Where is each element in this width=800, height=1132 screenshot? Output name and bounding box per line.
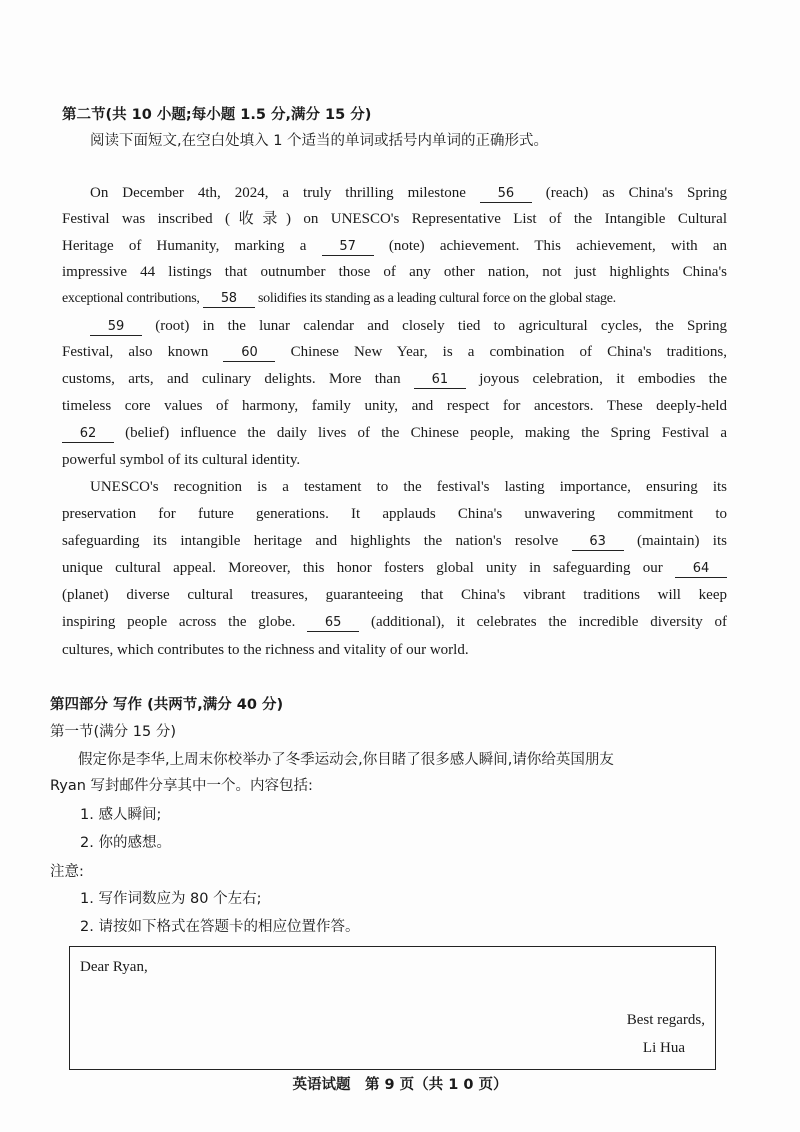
passage-text: (root) in the lunar calendar and closely tied to agricultural cycles, the Spring (142, 318, 727, 334)
blank-64[interactable]: 64 (675, 561, 727, 578)
passage-line (62, 262, 727, 282)
passage-line (90, 477, 727, 497)
passage-text: On December 4th, 2024, a truly thrilling milestone (90, 185, 480, 201)
blank-59[interactable]: 59 (90, 319, 142, 336)
passage-text: solidifies its standing as a leading cultural force on the global stage. (254, 291, 616, 306)
blank-62[interactable]: 62 (62, 426, 114, 443)
passage-line (62, 342, 727, 362)
blank-56[interactable]: 56 (480, 186, 532, 203)
notes-label: 注意: (50, 864, 84, 880)
passage-line (62, 289, 727, 309)
passage-line (62, 504, 727, 524)
blank-58[interactable]: 58 (203, 291, 255, 308)
passage-line (62, 396, 727, 416)
passage-text: inspiring people across the globe. (62, 614, 308, 630)
passage-line (62, 369, 727, 389)
letter-closing: Best regards, (626, 1012, 705, 1028)
note-item: 2. 请按如下格式在答题卡的相应位置作答。 (80, 919, 360, 935)
content-item: 1. 感人瞬间; (80, 807, 162, 823)
part4-section1-heading: 第一节(满分 15 分) (50, 724, 176, 740)
passage-text: exceptional contributions, (62, 291, 203, 306)
writing-prompt-line1: 假定你是李华,上周末你校举办了冬季运动会,你目睹了很多感人瞬间,请你给英国朋友 (78, 752, 614, 768)
passage-text: UNESCO's recognition is a testament to the festival's lasting importance, ensuring its (90, 479, 727, 495)
passage-text: Festival was inscribed (收录) on UNESCO's Representative List of the Intangible Cultural (62, 211, 727, 227)
passage-line (62, 423, 727, 443)
passage-line (62, 209, 727, 229)
section2-instruction: 阅读下面短文,在空白处填入 1 个适当的单词或括号内单词的正确形式。 (90, 133, 549, 149)
letter-signature: Li Hua (642, 1040, 685, 1056)
blank-63[interactable]: 63 (572, 534, 624, 551)
writing-prompt-line2: Ryan 写封邮件分享其中一个。内容包括: (50, 778, 313, 794)
section2-heading: 第二节(共 10 小题;每小题 1.5 分,满分 15 分) (62, 107, 372, 123)
passage-text: (planet) diverse cultural treasures, guaranteeing that China's vibrant traditions will keep (62, 587, 727, 603)
passage-text: (note) achievement. This achievement, with an (373, 238, 727, 254)
passage-text: joyous celebration, it embodies the (465, 371, 727, 387)
passage-line (62, 558, 727, 578)
passage-line (90, 183, 727, 203)
blank-57[interactable]: 57 (322, 239, 374, 256)
passage-text: (reach) as China's Spring (531, 185, 727, 201)
content-item: 2. 你的感想。 (80, 835, 171, 851)
letter-greeting: Dear Ryan, (80, 959, 148, 975)
passage-text: unique cultural appeal. Moreover, this honor fosters global unity in safeguarding our (62, 560, 675, 576)
page-footer: 英语试题 第 9 页（共 1 0 页） (292, 1077, 508, 1093)
passage-text: Festival, also known (62, 344, 224, 360)
passage-text: preservation for future generations. It applauds China's unwavering commitment to (62, 506, 727, 522)
letter-format-box (69, 946, 716, 1070)
passage-text: cultures, which contributes to the richness and vitality of our world. (62, 642, 469, 658)
passage-text: powerful symbol of its cultural identity. (62, 452, 301, 468)
passage-text: (belief) influence the daily lives of the Chinese people, making the Spring Festival a (114, 425, 727, 441)
passage-line (62, 612, 727, 632)
passage-text: safeguarding its intangible heritage and highlights the nation's resolve (62, 533, 572, 549)
passage-line (62, 640, 727, 660)
note-item: 1. 写作词数应为 80 个左右; (80, 891, 262, 907)
passage-text: Chinese New Year, is a combination of China's traditions, (275, 344, 727, 360)
passage-text: customs, arts, and culinary delights. More than (62, 371, 414, 387)
passage-line (62, 531, 727, 551)
passage-text: timeless core values of harmony, family unity, and respect for ancestors. These deeply-held (62, 398, 727, 414)
passage-text: (maintain) its (623, 533, 727, 549)
passage-text: (additional), it celebrates the incredible diversity of (359, 614, 727, 630)
passage-text: Heritage of Humanity, marking a (62, 238, 322, 254)
passage-line (62, 585, 727, 605)
passage-line (62, 450, 727, 470)
blank-60[interactable]: 60 (223, 345, 275, 362)
passage-line (62, 236, 727, 256)
passage-line (90, 316, 727, 336)
blank-61[interactable]: 61 (414, 372, 466, 389)
part4-heading: 第四部分 写作 (共两节,满分 40 分) (50, 697, 284, 713)
blank-65[interactable]: 65 (307, 615, 359, 632)
passage-text: impressive 44 listings that outnumber those of any other nation, not just highlights China's (62, 264, 727, 280)
